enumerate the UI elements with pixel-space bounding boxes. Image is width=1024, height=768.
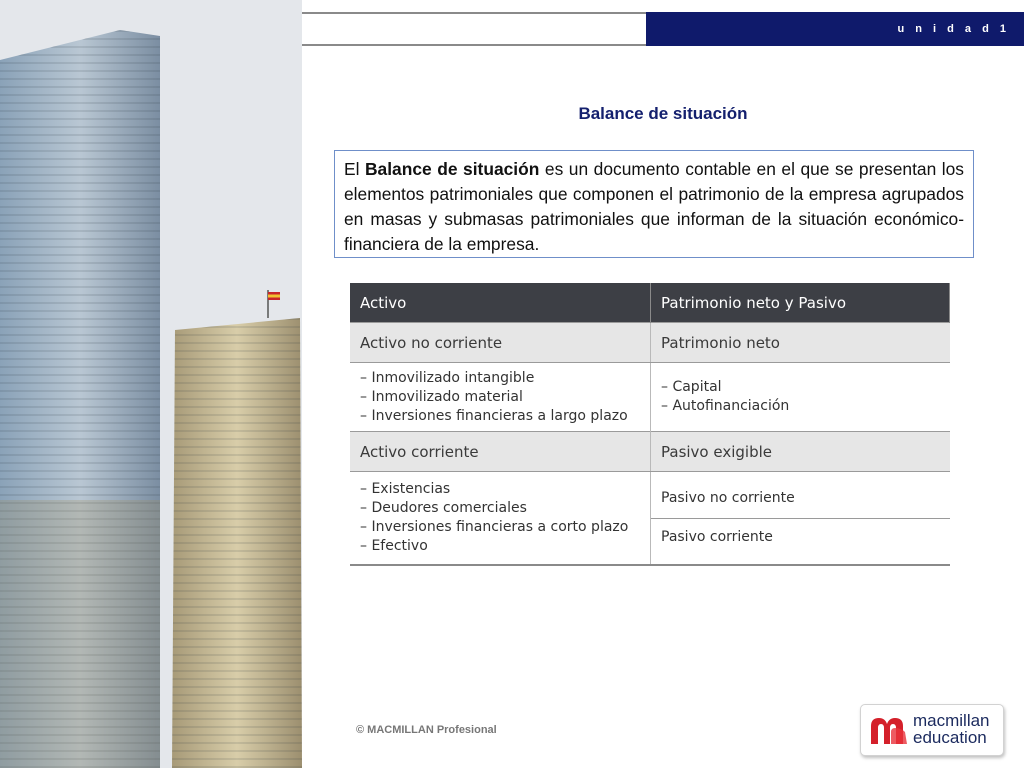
activo-corriente-items [350,472,651,566]
header-patrimonio-pasivo: Patrimonio neto y Pasivo [651,283,950,323]
page-title: Balance de situación [578,104,748,123]
header-rule [302,12,646,46]
list-item: – Inversiones financieras a corto plazo [360,519,629,535]
list-item: – Inmovilizado intangible [360,369,535,386]
activo-no-corriente-label: Activo no corriente [350,323,651,363]
activo-no-corriente-items [350,363,651,432]
list-item: – Capital [661,379,722,395]
definition-term: Balance de situación [365,159,540,179]
definition-text: es un documento contable en el que se presentan los elementos patrimoniales que componen el patrimonio de la empresa agrupados en masas y submasas patrimoniales que informan de la situación económico-financiera de la empresa. [344,159,965,254]
header-activo: Activo [350,283,651,323]
cover-photo [0,0,302,768]
list-item: – Efectivo [360,538,428,554]
list-item: – Deudores comerciales [360,500,527,516]
macmillan-mark-icon [869,714,909,746]
definition-prefix: El [344,159,365,179]
patrimonio-neto-items [651,363,950,432]
list-item: – Inversiones financieras a largo plazo [360,407,628,424]
list-item: – Autofinanciación [661,398,790,414]
pasivo-exigible-label: Pasivo exigible [651,432,950,472]
macmillan-logo [860,704,1004,756]
pasivo-no-corriente: Pasivo no corriente [651,480,950,519]
patrimonio-neto-label: Patrimonio neto [651,323,950,363]
header-bar [646,12,1024,46]
list-item: – Inmovilizado material [360,388,523,405]
logo-line1: macmillan [913,711,990,730]
pasivo-exigible-items [651,472,950,566]
definition-box [334,150,974,258]
logo-line2: education [913,728,987,747]
balance-table [350,283,950,566]
copyright: © MACMILLAN Profesional [356,724,497,736]
list-item: – Existencias [360,481,451,497]
pasivo-corriente: Pasivo corriente [661,529,773,545]
unit-label: u n i d a d 1 [897,23,1010,35]
activo-corriente-label: Activo corriente [350,432,651,472]
